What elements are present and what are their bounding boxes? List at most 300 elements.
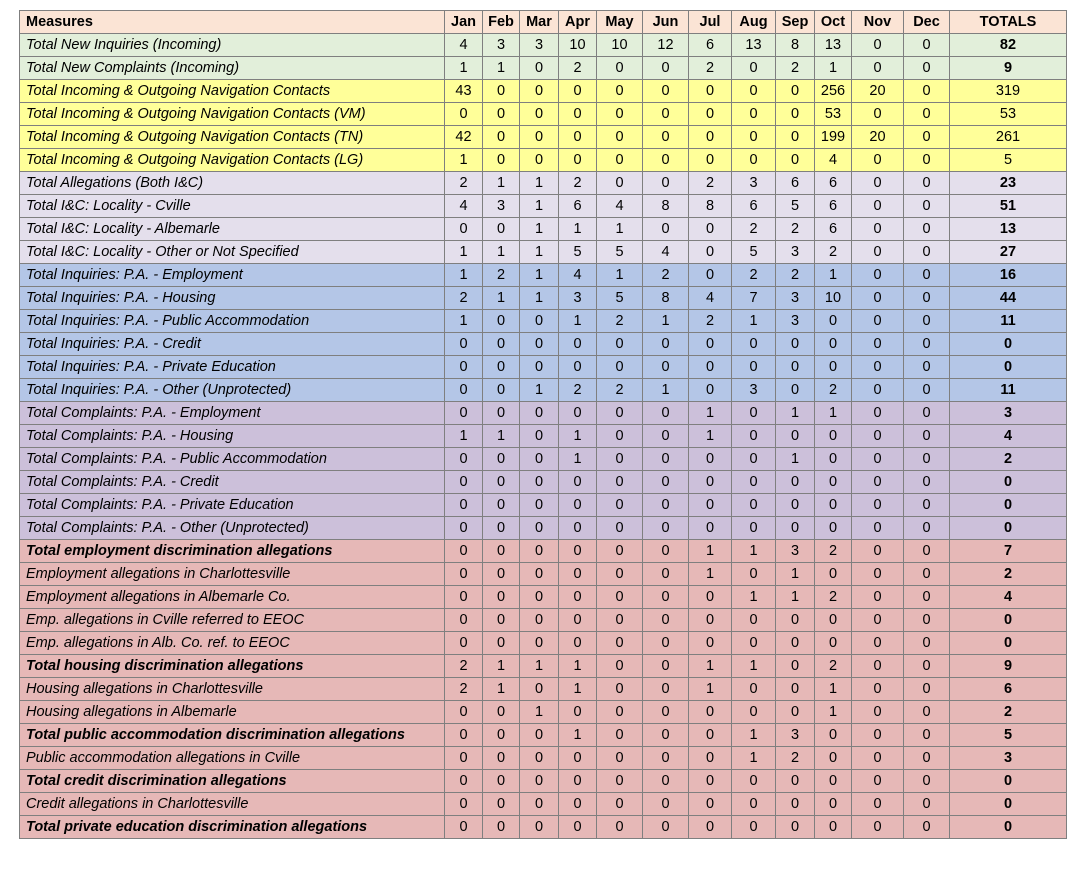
month-value-cell: 0 (597, 816, 643, 839)
month-value-cell: 0 (483, 517, 520, 540)
month-value-cell: 0 (445, 632, 483, 655)
month-value-cell: 0 (815, 471, 852, 494)
month-value-cell: 1 (520, 241, 559, 264)
month-value-cell: 1 (559, 310, 597, 333)
month-value-cell: 43 (445, 80, 483, 103)
row-total-cell: 13 (950, 218, 1067, 241)
month-value-cell: 1 (445, 264, 483, 287)
month-value-cell: 0 (445, 448, 483, 471)
row-label: Total employment discrimination allegations (20, 540, 445, 563)
row-label: Emp. allegations in Alb. Co. ref. to EEOC (20, 632, 445, 655)
month-value-cell: 0 (852, 195, 904, 218)
month-value-cell: 0 (597, 678, 643, 701)
month-value-cell: 2 (689, 172, 732, 195)
month-value-cell: 0 (559, 103, 597, 126)
month-value-cell: 0 (732, 563, 776, 586)
month-value-cell: 0 (852, 793, 904, 816)
row-label: Public accommodation allegations in Cville (20, 747, 445, 770)
month-value-cell: 0 (852, 701, 904, 724)
month-value-cell: 0 (776, 379, 815, 402)
month-value-cell: 0 (643, 793, 689, 816)
month-value-cell: 0 (559, 494, 597, 517)
month-value-cell: 4 (689, 287, 732, 310)
month-value-cell: 0 (483, 701, 520, 724)
month-value-cell: 0 (559, 563, 597, 586)
month-value-cell: 0 (483, 103, 520, 126)
row-total-cell: 0 (950, 609, 1067, 632)
month-value-cell: 0 (852, 448, 904, 471)
month-value-cell: 0 (483, 609, 520, 632)
month-value-cell: 0 (852, 103, 904, 126)
month-value-cell: 1 (520, 195, 559, 218)
month-value-cell: 0 (852, 218, 904, 241)
row-label: Total Complaints: P.A. - Housing (20, 425, 445, 448)
month-value-cell: 0 (689, 471, 732, 494)
row-label: Total Inquiries: P.A. - Private Education (20, 356, 445, 379)
month-value-cell: 0 (776, 494, 815, 517)
table-row (20, 34, 1067, 57)
table-row (20, 149, 1067, 172)
month-value-cell: 0 (483, 310, 520, 333)
month-value-cell: 0 (732, 609, 776, 632)
month-value-cell: 1 (689, 402, 732, 425)
month-value-cell: 0 (732, 471, 776, 494)
month-value-cell: 0 (520, 356, 559, 379)
month-value-cell: 4 (643, 241, 689, 264)
month-value-cell: 1 (559, 724, 597, 747)
month-value-cell: 0 (597, 57, 643, 80)
month-value-cell: 0 (597, 471, 643, 494)
table-row (20, 57, 1067, 80)
month-value-cell: 10 (559, 34, 597, 57)
month-value-cell: 10 (815, 287, 852, 310)
month-value-cell: 0 (689, 241, 732, 264)
table-row (20, 80, 1067, 103)
month-value-cell: 1 (483, 241, 520, 264)
table-row (20, 586, 1067, 609)
month-value-cell: 0 (643, 149, 689, 172)
month-value-cell: 1 (815, 402, 852, 425)
month-value-cell: 6 (689, 34, 732, 57)
month-value-cell: 0 (520, 57, 559, 80)
month-value-cell: 1 (520, 218, 559, 241)
row-label: Total I&C: Locality - Albemarle (20, 218, 445, 241)
month-value-cell: 3 (483, 195, 520, 218)
row-label: Total Allegations (Both I&C) (20, 172, 445, 195)
month-value-cell: 0 (852, 264, 904, 287)
row-total-cell: 5 (950, 724, 1067, 747)
month-value-cell: 0 (643, 540, 689, 563)
month-value-cell: 0 (815, 310, 852, 333)
month-value-cell: 0 (732, 448, 776, 471)
month-value-cell: 0 (904, 724, 950, 747)
month-value-cell: 2 (445, 678, 483, 701)
month-value-cell: 0 (483, 471, 520, 494)
row-label: Total Complaints: P.A. - Private Education (20, 494, 445, 517)
month-value-cell: 0 (643, 747, 689, 770)
month-value-cell: 3 (559, 287, 597, 310)
month-value-cell: 1 (689, 540, 732, 563)
column-header-may: May (597, 11, 643, 34)
month-value-cell: 2 (643, 264, 689, 287)
table-row (20, 747, 1067, 770)
month-value-cell: 0 (852, 816, 904, 839)
month-value-cell: 1 (776, 448, 815, 471)
row-label: Total New Inquiries (Incoming) (20, 34, 445, 57)
month-value-cell: 0 (559, 540, 597, 563)
month-value-cell: 1 (815, 701, 852, 724)
row-total-cell: 5 (950, 149, 1067, 172)
month-value-cell: 0 (732, 494, 776, 517)
month-value-cell: 8 (776, 34, 815, 57)
table-row (20, 471, 1067, 494)
month-value-cell: 0 (520, 402, 559, 425)
month-value-cell: 1 (689, 563, 732, 586)
table-row (20, 724, 1067, 747)
row-total-cell: 3 (950, 747, 1067, 770)
month-value-cell: 0 (597, 655, 643, 678)
month-value-cell: 0 (483, 770, 520, 793)
month-value-cell: 0 (904, 172, 950, 195)
month-value-cell: 0 (643, 356, 689, 379)
month-value-cell: 2 (815, 655, 852, 678)
month-value-cell: 0 (904, 333, 950, 356)
month-value-cell: 0 (520, 816, 559, 839)
column-header-jul: Jul (689, 11, 732, 34)
month-value-cell: 1 (597, 264, 643, 287)
month-value-cell: 1 (559, 678, 597, 701)
row-total-cell: 261 (950, 126, 1067, 149)
table-row (20, 770, 1067, 793)
month-value-cell: 0 (597, 586, 643, 609)
month-value-cell: 0 (689, 793, 732, 816)
month-value-cell: 0 (852, 586, 904, 609)
month-value-cell: 0 (445, 701, 483, 724)
column-header-aug: Aug (732, 11, 776, 34)
month-value-cell: 0 (776, 609, 815, 632)
row-total-cell: 16 (950, 264, 1067, 287)
month-value-cell: 0 (904, 425, 950, 448)
month-value-cell: 0 (597, 632, 643, 655)
row-total-cell: 0 (950, 356, 1067, 379)
month-value-cell: 0 (904, 793, 950, 816)
month-value-cell: 1 (776, 563, 815, 586)
month-value-cell: 0 (520, 563, 559, 586)
row-label: Housing allegations in Albemarle (20, 701, 445, 724)
month-value-cell: 0 (483, 379, 520, 402)
month-value-cell: 0 (776, 701, 815, 724)
month-value-cell: 0 (852, 379, 904, 402)
month-value-cell: 0 (520, 333, 559, 356)
row-label: Total Inquiries: P.A. - Other (Unprotected) (20, 379, 445, 402)
month-value-cell: 2 (597, 310, 643, 333)
row-total-cell: 82 (950, 34, 1067, 57)
month-value-cell: 8 (643, 195, 689, 218)
month-value-cell: 0 (597, 494, 643, 517)
month-value-cell: 0 (815, 632, 852, 655)
month-value-cell: 0 (689, 218, 732, 241)
month-value-cell: 0 (852, 540, 904, 563)
month-value-cell: 3 (776, 287, 815, 310)
month-value-cell: 2 (445, 172, 483, 195)
row-total-cell: 0 (950, 333, 1067, 356)
month-value-cell: 1 (689, 655, 732, 678)
month-value-cell: 0 (483, 126, 520, 149)
month-value-cell: 0 (852, 770, 904, 793)
month-value-cell: 0 (643, 563, 689, 586)
table-row (20, 609, 1067, 632)
month-value-cell: 0 (483, 793, 520, 816)
month-value-cell: 0 (776, 425, 815, 448)
month-value-cell: 8 (689, 195, 732, 218)
month-value-cell: 3 (520, 34, 559, 57)
month-value-cell: 0 (689, 586, 732, 609)
month-value-cell: 2 (689, 57, 732, 80)
month-value-cell: 0 (643, 655, 689, 678)
month-value-cell: 0 (852, 333, 904, 356)
month-value-cell: 1 (689, 425, 732, 448)
month-value-cell: 2 (815, 586, 852, 609)
month-value-cell: 0 (852, 632, 904, 655)
month-value-cell: 0 (689, 747, 732, 770)
month-value-cell: 199 (815, 126, 852, 149)
month-value-cell: 0 (483, 563, 520, 586)
month-value-cell: 0 (643, 172, 689, 195)
month-value-cell: 0 (643, 448, 689, 471)
row-total-cell: 0 (950, 770, 1067, 793)
month-value-cell: 0 (776, 655, 815, 678)
month-value-cell: 2 (732, 218, 776, 241)
month-value-cell: 2 (815, 241, 852, 264)
row-total-cell: 4 (950, 586, 1067, 609)
month-value-cell: 5 (732, 241, 776, 264)
month-value-cell: 0 (815, 724, 852, 747)
month-value-cell: 0 (445, 747, 483, 770)
month-value-cell: 1 (520, 701, 559, 724)
month-value-cell: 2 (776, 218, 815, 241)
row-total-cell: 2 (950, 563, 1067, 586)
row-total-cell: 51 (950, 195, 1067, 218)
month-value-cell: 1 (597, 218, 643, 241)
month-value-cell: 0 (597, 356, 643, 379)
month-value-cell: 0 (815, 770, 852, 793)
month-value-cell: 0 (904, 195, 950, 218)
month-value-cell: 1 (483, 425, 520, 448)
month-value-cell: 4 (815, 149, 852, 172)
month-value-cell: 0 (559, 586, 597, 609)
month-value-cell: 1 (520, 172, 559, 195)
row-label: Total Inquiries: P.A. - Housing (20, 287, 445, 310)
month-value-cell: 2 (815, 379, 852, 402)
month-value-cell: 0 (445, 356, 483, 379)
month-value-cell: 0 (852, 402, 904, 425)
month-value-cell: 5 (597, 241, 643, 264)
month-value-cell: 0 (483, 218, 520, 241)
month-value-cell: 0 (445, 793, 483, 816)
row-total-cell: 23 (950, 172, 1067, 195)
month-value-cell: 0 (732, 678, 776, 701)
row-label: Housing allegations in Charlottesville (20, 678, 445, 701)
month-value-cell: 1 (445, 425, 483, 448)
month-value-cell: 2 (597, 379, 643, 402)
month-value-cell: 0 (597, 333, 643, 356)
month-value-cell: 0 (520, 494, 559, 517)
row-label: Total private education discrimination allegations (20, 816, 445, 839)
month-value-cell: 0 (643, 517, 689, 540)
month-value-cell: 3 (732, 379, 776, 402)
month-value-cell: 2 (445, 287, 483, 310)
month-value-cell: 0 (815, 494, 852, 517)
month-value-cell: 0 (904, 586, 950, 609)
month-value-cell: 0 (520, 747, 559, 770)
month-value-cell: 0 (904, 517, 950, 540)
month-value-cell: 6 (776, 172, 815, 195)
month-value-cell: 0 (689, 701, 732, 724)
column-header-totals: TOTALS (950, 11, 1067, 34)
month-value-cell: 0 (815, 356, 852, 379)
row-label: Total public accommodation discrimination allegations (20, 724, 445, 747)
month-value-cell: 0 (643, 816, 689, 839)
month-value-cell: 0 (597, 724, 643, 747)
month-value-cell: 0 (852, 356, 904, 379)
month-value-cell: 0 (776, 678, 815, 701)
row-total-cell: 53 (950, 103, 1067, 126)
month-value-cell: 0 (815, 425, 852, 448)
measures-table-container (19, 10, 1067, 839)
month-value-cell: 3 (776, 540, 815, 563)
month-value-cell: 0 (643, 471, 689, 494)
month-value-cell: 0 (904, 540, 950, 563)
month-value-cell: 0 (815, 563, 852, 586)
month-value-cell: 0 (904, 747, 950, 770)
row-total-cell: 9 (950, 655, 1067, 678)
month-value-cell: 0 (815, 448, 852, 471)
month-value-cell: 0 (643, 333, 689, 356)
month-value-cell: 0 (776, 770, 815, 793)
table-row (20, 540, 1067, 563)
month-value-cell: 0 (776, 333, 815, 356)
row-label: Total New Complaints (Incoming) (20, 57, 445, 80)
month-value-cell: 0 (597, 563, 643, 586)
month-value-cell: 1 (732, 747, 776, 770)
month-value-cell: 0 (904, 218, 950, 241)
month-value-cell: 0 (483, 816, 520, 839)
month-value-cell: 0 (732, 333, 776, 356)
month-value-cell: 0 (559, 80, 597, 103)
row-label: Total Inquiries: P.A. - Employment (20, 264, 445, 287)
month-value-cell: 0 (597, 793, 643, 816)
table-row (20, 103, 1067, 126)
table-row (20, 793, 1067, 816)
month-value-cell: 0 (520, 678, 559, 701)
month-value-cell: 0 (597, 701, 643, 724)
month-value-cell: 0 (815, 517, 852, 540)
month-value-cell: 0 (445, 333, 483, 356)
month-value-cell: 0 (597, 540, 643, 563)
month-value-cell: 1 (732, 655, 776, 678)
month-value-cell: 0 (643, 701, 689, 724)
month-value-cell: 0 (689, 126, 732, 149)
month-value-cell: 0 (815, 793, 852, 816)
month-value-cell: 0 (904, 563, 950, 586)
month-value-cell: 0 (689, 264, 732, 287)
row-label: Total Complaints: P.A. - Public Accommodation (20, 448, 445, 471)
month-value-cell: 0 (904, 655, 950, 678)
month-value-cell: 0 (732, 517, 776, 540)
month-value-cell: 3 (732, 172, 776, 195)
column-header-jan: Jan (445, 11, 483, 34)
month-value-cell: 1 (559, 655, 597, 678)
month-value-cell: 0 (689, 80, 732, 103)
month-value-cell: 4 (445, 195, 483, 218)
month-value-cell: 0 (852, 724, 904, 747)
month-value-cell: 0 (904, 609, 950, 632)
month-value-cell: 0 (904, 149, 950, 172)
month-value-cell: 2 (559, 57, 597, 80)
month-value-cell: 0 (852, 241, 904, 264)
month-value-cell: 1 (445, 149, 483, 172)
month-value-cell: 0 (520, 770, 559, 793)
month-value-cell: 1 (559, 425, 597, 448)
row-total-cell: 9 (950, 57, 1067, 80)
row-label: Total credit discrimination allegations (20, 770, 445, 793)
month-value-cell: 1 (559, 448, 597, 471)
table-row (20, 678, 1067, 701)
month-value-cell: 0 (904, 103, 950, 126)
month-value-cell: 0 (643, 724, 689, 747)
month-value-cell: 3 (776, 310, 815, 333)
row-label: Total Incoming & Outgoing Navigation Contacts (VM) (20, 103, 445, 126)
month-value-cell: 0 (597, 770, 643, 793)
month-value-cell: 13 (732, 34, 776, 57)
row-label: Employment allegations in Charlottesville (20, 563, 445, 586)
month-value-cell: 0 (643, 770, 689, 793)
row-total-cell: 11 (950, 310, 1067, 333)
month-value-cell: 0 (689, 333, 732, 356)
month-value-cell: 0 (445, 494, 483, 517)
month-value-cell: 0 (689, 103, 732, 126)
month-value-cell: 0 (689, 816, 732, 839)
month-value-cell: 0 (559, 793, 597, 816)
table-row (20, 517, 1067, 540)
month-value-cell: 42 (445, 126, 483, 149)
month-value-cell: 0 (904, 356, 950, 379)
month-value-cell: 0 (852, 425, 904, 448)
month-value-cell: 0 (852, 517, 904, 540)
month-value-cell: 0 (689, 149, 732, 172)
month-value-cell: 0 (904, 241, 950, 264)
month-value-cell: 0 (776, 471, 815, 494)
month-value-cell: 0 (597, 609, 643, 632)
month-value-cell: 0 (815, 333, 852, 356)
month-value-cell: 0 (520, 793, 559, 816)
month-value-cell: 1 (732, 586, 776, 609)
month-value-cell: 5 (597, 287, 643, 310)
row-label: Employment allegations in Albemarle Co. (20, 586, 445, 609)
month-value-cell: 0 (643, 57, 689, 80)
month-value-cell: 0 (852, 655, 904, 678)
table-row (20, 333, 1067, 356)
month-value-cell: 0 (559, 816, 597, 839)
month-value-cell: 6 (559, 195, 597, 218)
month-value-cell: 1 (732, 310, 776, 333)
table-row (20, 172, 1067, 195)
table-row (20, 448, 1067, 471)
month-value-cell: 0 (445, 563, 483, 586)
month-value-cell: 0 (520, 609, 559, 632)
month-value-cell: 1 (815, 264, 852, 287)
month-value-cell: 0 (483, 724, 520, 747)
